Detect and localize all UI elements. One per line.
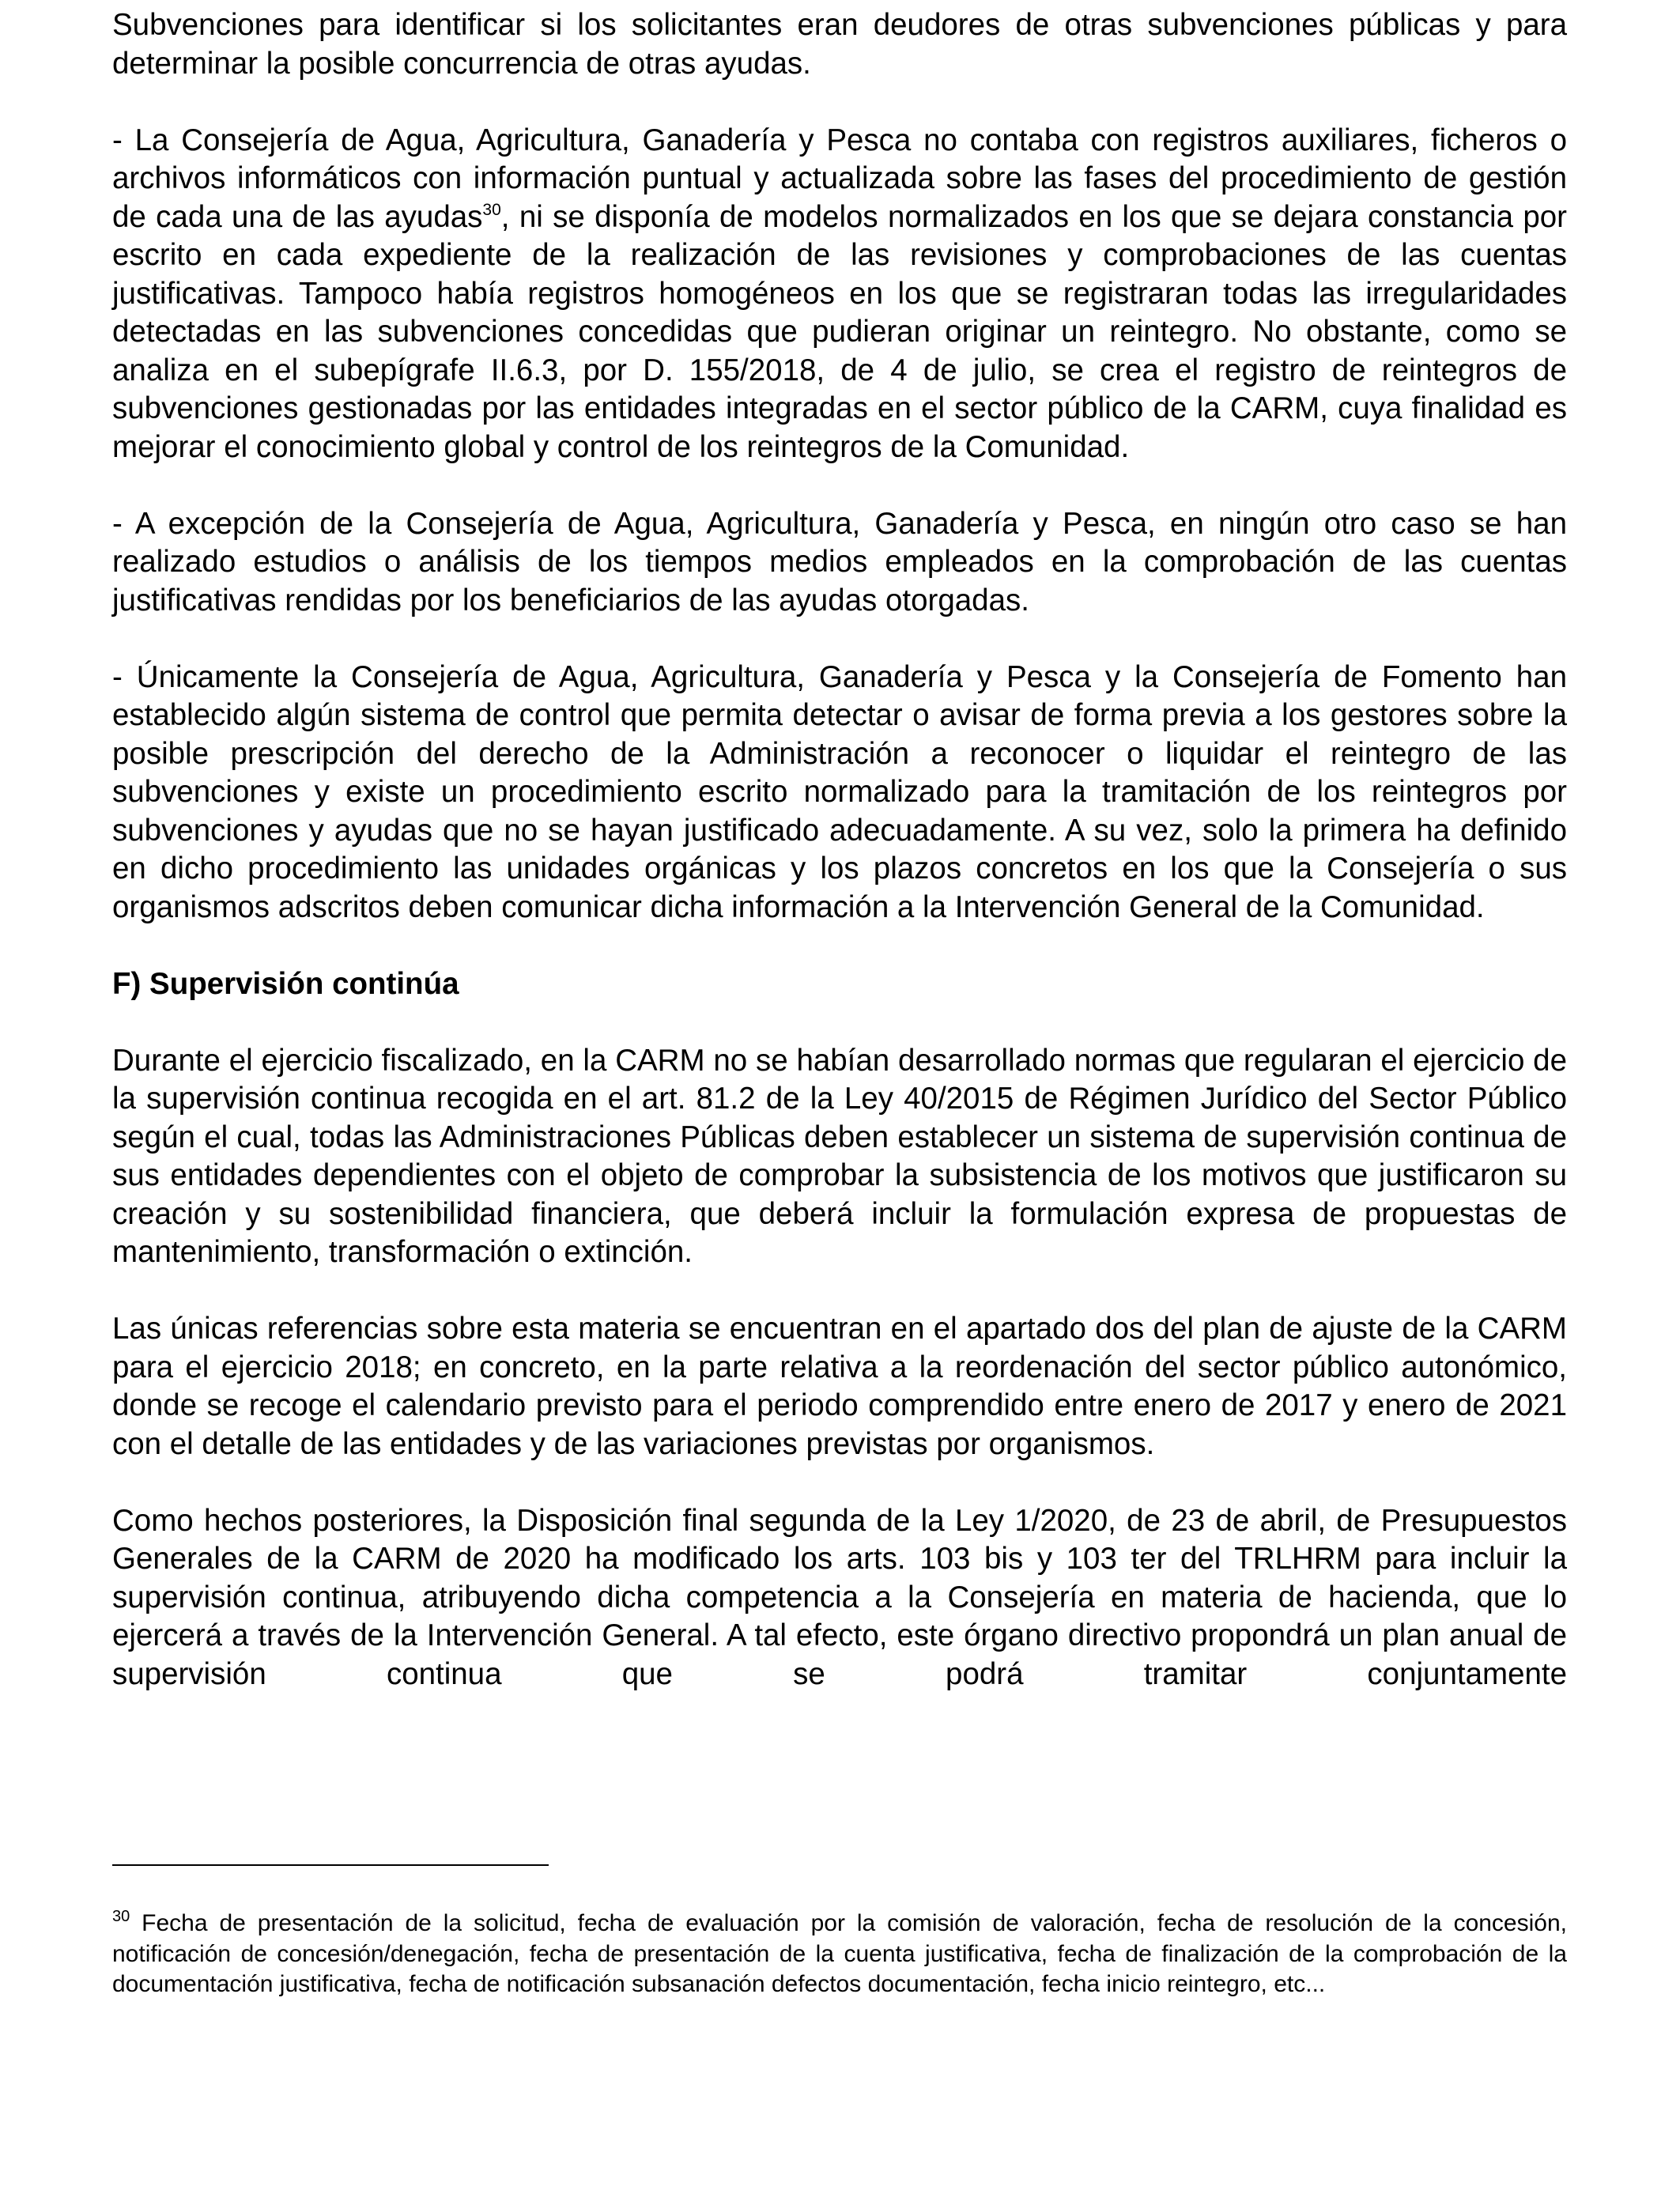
footnote-reference-30[interactable]: 30 [482, 200, 501, 219]
footnote-text: Fecha de presentación de la solicitud, fecha de evaluación por la comisión de valoración, fecha de resolución de la concesión, notificación de concesión/denegación, fecha de presentación de la cuenta justificativa, fecha de finalización de la comprobación de la documentación justificativa, fecha de notificación subsanación defectos documentación, fecha inicio reintegro, etc... [112, 1910, 1567, 1997]
paragraph-7: Como hechos posteriores, la Disposición final segunda de la Ley 1/2020, de 23 de abril, de Presupuestos Generales de la CARM de 2020 ha modificado los arts. 103 bis y 103 ter del TRLHRM para incluir la supervisión continua, atribuyendo dicha competencia a la Consejería en materia de hacienda, que lo ejercerá a través de la Intervención General. A tal efecto, este órgano directivo propondrá un plan anual de supervisión continua que se podrá tramitar conjuntamente [112, 1503, 1567, 1691]
paragraph-2 [112, 122, 1567, 467]
paragraph-2-part-1: - La Consejería de Agua, Agricultura, Ganadería y Pesca no contaba con registros auxiliares, ficheros o archivos informáticos con información puntual y actualizada sobre las fases del procedimiento de gestión de cada una de las ayudas [112, 123, 1567, 234]
paragraph-6: Las únicas referencias sobre esta materia se encuentran en el apartado dos del plan de ajuste de la CARM para el ejercicio 2018; en concreto, en la parte relativa a la reordenación del sector público autonómico, donde se recoge el calendario previsto para el periodo comprendido entre enero de 2017 y enero de 2021 con el detalle de las entidades y de las variaciones previstas por organismos. [112, 1312, 1567, 1461]
section-heading: F) Supervisión continúa [112, 966, 459, 1001]
body-text [112, 6, 1567, 1694]
footnote-number: 30 [112, 1908, 130, 1925]
paragraph-1: Subvenciones para identificar si los solicitantes eran deudores de otras subvenciones públicas y para determinar la posible concurrencia de otras ayudas. [112, 8, 1567, 81]
footnote [112, 1909, 1567, 2000]
paragraph-3: - A excepción de la Consejería de Agua, Agricultura, Ganadería y Pesca, en ningún otro caso se han realizado estudios o análisis de los tiempos medios empleados en la comprobación de las cuentas justificativas rendidas por los beneficiarios de las ayudas otorgadas. [112, 506, 1567, 617]
paragraph-5: Durante el ejercicio fiscalizado, en la CARM no se habían desarrollado normas que regularan el ejercicio de la supervisión continua recogida en el art. 81.2 de la Ley 40/2015 de Régimen Jurídico del Sector Público según el cual, todas las Administraciones Públicas deben establecer un sistema de supervisión continua de sus entidades dependientes con el objeto de comprobar la subsistencia de los motivos que justificaron su creación y su sostenibilidad financiera, que deberá incluir la formulación expresa de propuestas de mantenimiento, transformación o extinción. [112, 1043, 1567, 1269]
paragraph-2-part-2: , ni se disponía de modelos normalizados en los que se dejara constancia por escrito en cada expediente de la realización de las revisiones y comprobaciones de las cuentas justificativas. Tampoco había registros homogéneos en los que se registraran todas las irregularidades detectadas en las subvenciones concedidas que pudieran originar un reintegro. No obstante, como se analiza en el subepígrafe II.6.3, por D. 155/2018, de 4 de julio, se crea el registro de reintegros de subvenciones gestionadas por las entidades integradas en el sector público de la CARM, cuya finalidad es mejorar el conocimiento global y control de los reintegros de la Comunidad. [112, 199, 1568, 464]
paragraph-4: - Únicamente la Consejería de Agua, Agricultura, Ganadería y Pesca y la Consejería de Fomento han establecido algún sistema de control que permita detectar o avisar de forma previa a los gestores sobre la posible prescripción del derecho de la Administración a reconocer o liquidar el reintegro de las subvenciones y existe un procedimiento escrito normalizado para la tramitación de los reintegros por subvenciones y ayudas que no se hayan justificado adecuadamente. A su vez, solo la primera ha definido en dicho procedimiento las unidades orgánicas y los plazos concretos en los que la Consejería o sus organismos adscritos deben comunicar dicha información a la Intervención General de la Comunidad. [112, 659, 1567, 924]
footnote-separator [112, 1864, 549, 1866]
